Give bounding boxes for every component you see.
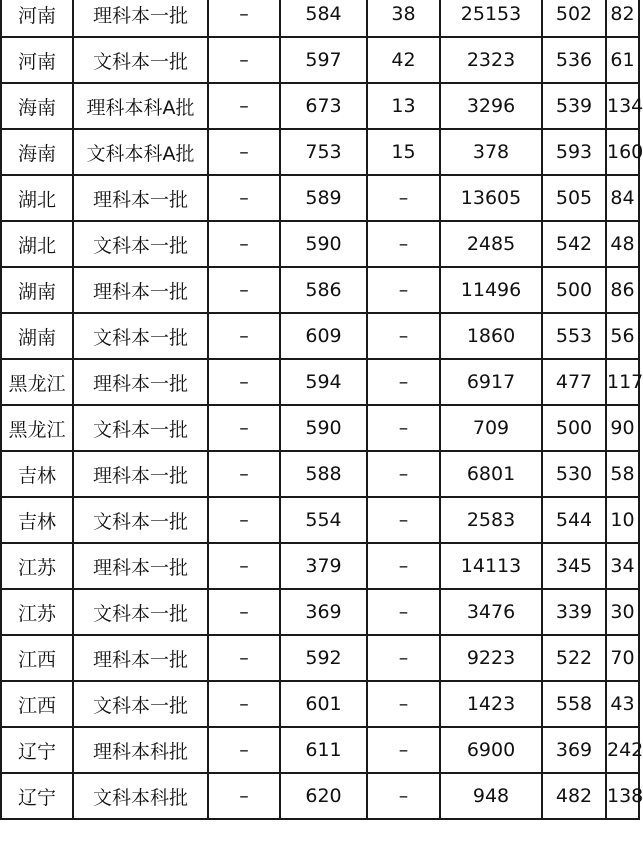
batch-cell: 文科本一批 bbox=[73, 681, 208, 727]
col5-cell: – bbox=[367, 497, 440, 543]
province-cell: 辽宁 bbox=[1, 773, 73, 819]
col8-cell: 82 bbox=[606, 0, 639, 37]
col5-cell: – bbox=[367, 589, 440, 635]
col6-cell: 3296 bbox=[440, 83, 542, 129]
province-cell: 江苏 bbox=[1, 543, 73, 589]
col3-cell: – bbox=[208, 129, 280, 175]
province-cell: 河南 bbox=[1, 0, 73, 37]
col7-cell: 345 bbox=[542, 543, 606, 589]
col4-cell: 601 bbox=[280, 681, 367, 727]
col6-cell: 2323 bbox=[440, 37, 542, 83]
col7-cell: 477 bbox=[542, 359, 606, 405]
col4-cell: 584 bbox=[280, 0, 367, 37]
col5-cell: – bbox=[367, 405, 440, 451]
col8-cell: 61 bbox=[606, 37, 639, 83]
batch-cell: 理科本一批 bbox=[73, 451, 208, 497]
col3-cell: – bbox=[208, 221, 280, 267]
col6-cell: 2583 bbox=[440, 497, 542, 543]
table-row bbox=[1, 83, 639, 129]
col8-cell: 48 bbox=[606, 221, 639, 267]
col8-cell: 242 bbox=[606, 727, 639, 773]
col5-cell: – bbox=[367, 635, 440, 681]
col4-cell: 611 bbox=[280, 727, 367, 773]
col7-cell: 522 bbox=[542, 635, 606, 681]
col7-cell: 542 bbox=[542, 221, 606, 267]
col5-cell: 15 bbox=[367, 129, 440, 175]
table-row bbox=[1, 497, 639, 543]
col3-cell: – bbox=[208, 451, 280, 497]
table-row bbox=[1, 405, 639, 451]
col6-cell: 6801 bbox=[440, 451, 542, 497]
col7-cell: 339 bbox=[542, 589, 606, 635]
province-cell: 湖南 bbox=[1, 267, 73, 313]
province-cell: 江苏 bbox=[1, 589, 73, 635]
table-row bbox=[1, 543, 639, 589]
col6-cell: 2485 bbox=[440, 221, 542, 267]
col5-cell: 38 bbox=[367, 0, 440, 37]
col7-cell: 593 bbox=[542, 129, 606, 175]
col6-cell: 3476 bbox=[440, 589, 542, 635]
province-cell: 辽宁 bbox=[1, 727, 73, 773]
col7-cell: 500 bbox=[542, 405, 606, 451]
col4-cell: 589 bbox=[280, 175, 367, 221]
col4-cell: 609 bbox=[280, 313, 367, 359]
col6-cell: 709 bbox=[440, 405, 542, 451]
batch-cell: 文科本科A批 bbox=[73, 129, 208, 175]
col7-cell: 539 bbox=[542, 83, 606, 129]
col7-cell: 544 bbox=[542, 497, 606, 543]
col3-cell: – bbox=[208, 635, 280, 681]
col6-cell: 1423 bbox=[440, 681, 542, 727]
col8-cell: 90 bbox=[606, 405, 639, 451]
col5-cell: 42 bbox=[367, 37, 440, 83]
batch-cell: 文科本一批 bbox=[73, 313, 208, 359]
province-cell: 海南 bbox=[1, 83, 73, 129]
col3-cell: – bbox=[208, 589, 280, 635]
batch-cell: 文科本科批 bbox=[73, 773, 208, 819]
col6-cell: 378 bbox=[440, 129, 542, 175]
col4-cell: 673 bbox=[280, 83, 367, 129]
col6-cell: 6917 bbox=[440, 359, 542, 405]
batch-cell: 理科本一批 bbox=[73, 359, 208, 405]
col3-cell: – bbox=[208, 773, 280, 819]
batch-cell: 文科本一批 bbox=[73, 589, 208, 635]
batch-cell: 理科本一批 bbox=[73, 635, 208, 681]
table-row bbox=[1, 773, 639, 819]
col5-cell: – bbox=[367, 221, 440, 267]
col3-cell: – bbox=[208, 359, 280, 405]
table-row bbox=[1, 129, 639, 175]
col3-cell: – bbox=[208, 497, 280, 543]
col3-cell: – bbox=[208, 313, 280, 359]
col8-cell: 10 bbox=[606, 497, 639, 543]
table-row bbox=[1, 221, 639, 267]
col7-cell: 536 bbox=[542, 37, 606, 83]
table-body bbox=[1, 0, 643, 819]
col6-cell: 25153 bbox=[440, 0, 542, 37]
batch-cell: 理科本科批 bbox=[73, 727, 208, 773]
table-row bbox=[1, 635, 639, 681]
col3-cell: – bbox=[208, 727, 280, 773]
col3-cell: – bbox=[208, 37, 280, 83]
table-row bbox=[1, 0, 639, 37]
col3-cell: – bbox=[208, 405, 280, 451]
col6-cell: 9223 bbox=[440, 635, 542, 681]
table-row bbox=[1, 359, 639, 405]
col6-cell: 948 bbox=[440, 773, 542, 819]
table-row bbox=[1, 267, 639, 313]
col5-cell: – bbox=[367, 543, 440, 589]
col3-cell: – bbox=[208, 83, 280, 129]
col3-cell: – bbox=[208, 267, 280, 313]
col8-cell: 117 bbox=[606, 359, 639, 405]
table-row bbox=[1, 589, 639, 635]
col7-cell: 482 bbox=[542, 773, 606, 819]
col4-cell: 554 bbox=[280, 497, 367, 543]
batch-cell: 理科本一批 bbox=[73, 175, 208, 221]
col4-cell: 379 bbox=[280, 543, 367, 589]
table-row bbox=[1, 37, 639, 83]
col5-cell: 13 bbox=[367, 83, 440, 129]
col5-cell: – bbox=[367, 313, 440, 359]
province-cell: 吉林 bbox=[1, 497, 73, 543]
col4-cell: 586 bbox=[280, 267, 367, 313]
col8-cell: 43 bbox=[606, 681, 639, 727]
col8-cell: 160 bbox=[606, 129, 639, 175]
col6-cell: 1860 bbox=[440, 313, 542, 359]
col4-cell: 590 bbox=[280, 221, 367, 267]
province-cell: 黑龙江 bbox=[1, 405, 73, 451]
col5-cell: – bbox=[367, 359, 440, 405]
batch-cell: 理科本一批 bbox=[73, 0, 208, 37]
table-row bbox=[1, 681, 639, 727]
province-cell: 湖北 bbox=[1, 175, 73, 221]
province-cell: 吉林 bbox=[1, 451, 73, 497]
province-cell: 海南 bbox=[1, 129, 73, 175]
province-cell: 湖北 bbox=[1, 221, 73, 267]
col8-cell: 70 bbox=[606, 635, 639, 681]
province-cell: 黑龙江 bbox=[1, 359, 73, 405]
col5-cell: – bbox=[367, 773, 440, 819]
col8-cell: 86 bbox=[606, 267, 639, 313]
col5-cell: – bbox=[367, 451, 440, 497]
batch-cell: 理科本科A批 bbox=[73, 83, 208, 129]
col4-cell: 597 bbox=[280, 37, 367, 83]
col8-cell: 134 bbox=[606, 83, 639, 129]
batch-cell: 文科本一批 bbox=[73, 405, 208, 451]
province-cell: 江西 bbox=[1, 681, 73, 727]
batch-cell: 文科本一批 bbox=[73, 221, 208, 267]
table-row bbox=[1, 727, 639, 773]
province-cell: 江西 bbox=[1, 635, 73, 681]
col3-cell: – bbox=[208, 175, 280, 221]
batch-cell: 理科本一批 bbox=[73, 543, 208, 589]
col5-cell: – bbox=[367, 267, 440, 313]
batch-cell: 文科本一批 bbox=[73, 497, 208, 543]
col4-cell: 620 bbox=[280, 773, 367, 819]
col8-cell: 58 bbox=[606, 451, 639, 497]
col8-cell: 34 bbox=[606, 543, 639, 589]
col3-cell: – bbox=[208, 681, 280, 727]
table-row bbox=[1, 451, 639, 497]
table-row bbox=[1, 313, 639, 359]
col6-cell: 14113 bbox=[440, 543, 542, 589]
col4-cell: 590 bbox=[280, 405, 367, 451]
col7-cell: 505 bbox=[542, 175, 606, 221]
province-cell: 湖南 bbox=[1, 313, 73, 359]
col8-cell: 138 bbox=[606, 773, 639, 819]
col8-cell: 84 bbox=[606, 175, 639, 221]
col7-cell: 558 bbox=[542, 681, 606, 727]
col8-cell: 30 bbox=[606, 589, 639, 635]
col4-cell: 753 bbox=[280, 129, 367, 175]
col4-cell: 588 bbox=[280, 451, 367, 497]
batch-cell: 理科本一批 bbox=[73, 267, 208, 313]
col4-cell: 594 bbox=[280, 359, 367, 405]
table-row bbox=[1, 175, 639, 221]
col5-cell: – bbox=[367, 681, 440, 727]
col5-cell: – bbox=[367, 727, 440, 773]
province-cell: 河南 bbox=[1, 37, 73, 83]
col7-cell: 502 bbox=[542, 0, 606, 37]
col8-cell: 56 bbox=[606, 313, 639, 359]
col7-cell: 369 bbox=[542, 727, 606, 773]
col3-cell: – bbox=[208, 0, 280, 37]
col6-cell: 13605 bbox=[440, 175, 542, 221]
col7-cell: 530 bbox=[542, 451, 606, 497]
col3-cell: – bbox=[208, 543, 280, 589]
col4-cell: 592 bbox=[280, 635, 367, 681]
batch-cell: 文科本一批 bbox=[73, 37, 208, 83]
col7-cell: 553 bbox=[542, 313, 606, 359]
col6-cell: 11496 bbox=[440, 267, 542, 313]
col5-cell: – bbox=[367, 175, 440, 221]
col4-cell: 369 bbox=[280, 589, 367, 635]
col7-cell: 500 bbox=[542, 267, 606, 313]
col6-cell: 6900 bbox=[440, 727, 542, 773]
